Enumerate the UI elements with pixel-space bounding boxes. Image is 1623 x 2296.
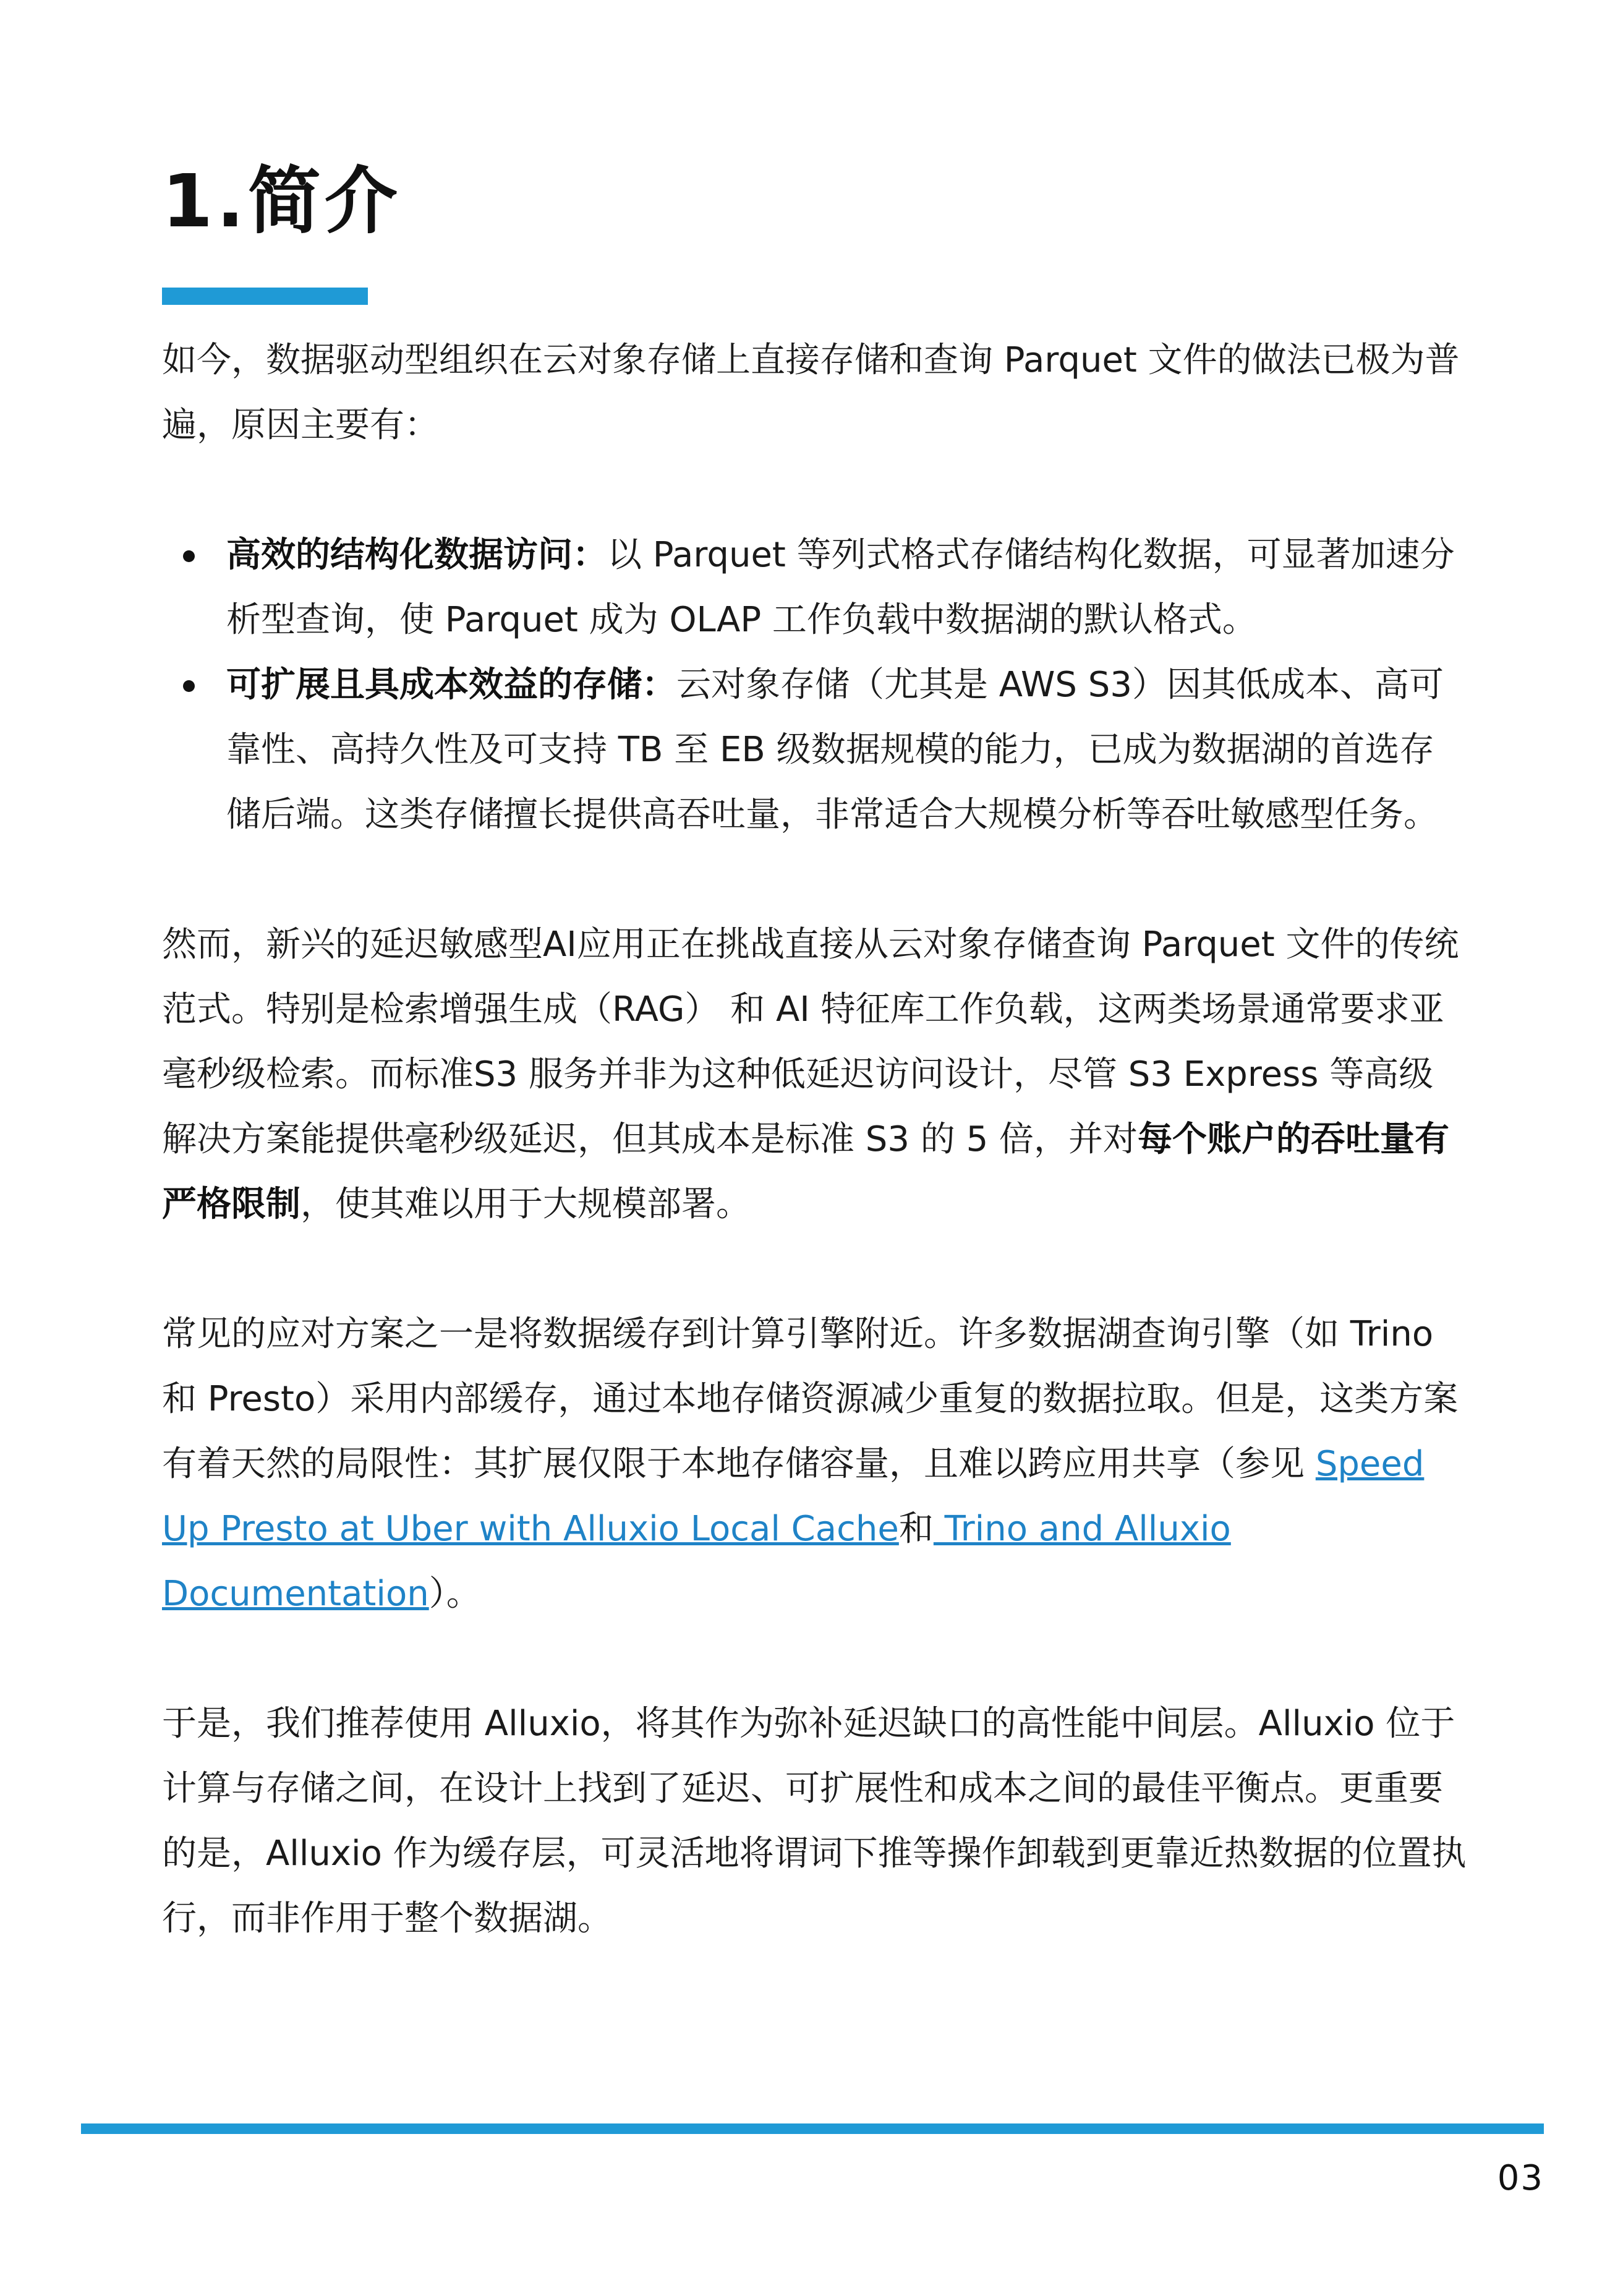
uber-presto-link[interactable]: Speed Up Presto at Uber with Alluxio Local Cache	[162, 1444, 1425, 1549]
page-number: 03	[1497, 2158, 1544, 2198]
intro-paragraph: 如今，数据驱动型组织在云对象存储上直接存储和查询 Parquet 文件的做法已极为普遍，原因主要有：	[162, 340, 1460, 445]
bullet-text: 以 Parquet 等列式格式存储结构化数据，可显著加速分析型查询，使 Parquet 成为 OLAP 工作负载中数据湖的默认格式。	[226, 535, 1455, 640]
reasons-list	[162, 523, 1467, 847]
bullet-text: 云对象存储（尤其是 AWS S3）因其低成本、高可靠性、高持久性及可支持 TB 至 EB 级数据规模的能力，已成为数据湖的首选存储后端。这类存储擅长提供高吞吐量，非常适合大规模分析等吞吐敏感型任务。	[226, 665, 1444, 835]
alluxio-paragraph: 于是，我们推荐使用 Alluxio，将其作为弥补延迟缺口的高性能中间层。Alluxio 位于计算与存储之间，在设计上找到了延迟、可扩展性和成本之间的最佳平衡点。更重要的是，Alluxio 作为缓存层，可灵活地将谓词下推等操作卸载到更靠近热数据的位置执行，而非作用于整个数据湖。	[162, 1704, 1467, 1939]
list-item	[162, 652, 1467, 847]
paragraph-tail: ，使其难以用于大规模部署。	[300, 1184, 751, 1224]
link-separator: 和	[898, 1509, 934, 1549]
emphasis-text: 每个账户的吞吐量有严格限制	[162, 1119, 1450, 1224]
section-title: 1.简介	[162, 158, 401, 244]
bullet-dot-icon	[183, 680, 195, 692]
latency-paragraph	[162, 912, 1467, 1237]
paragraph-text: 然而，新兴的延迟敏感型AI应用正在挑战直接从云对象存储查询 Parquet 文件的传统范式。特别是检索增强生成（RAG） 和 AI 特征库工作负载，这两类场景通常要求亚毫秒级检索。而标准S3 服务并非为这种低延迟访问设计，尽管 S3 Express 等高级解决方案能提供毫秒级延迟，但其成本是标准 S3 的 5 倍，并对	[162, 924, 1459, 1159]
bullet-dot-icon	[183, 550, 195, 562]
footer-accent-bar	[81, 2123, 1544, 2134]
section-body	[162, 328, 1467, 1951]
bullet-heading: 高效的结构化数据访问：	[226, 535, 607, 575]
bullet-heading: 可扩展且具成本效益的存储：	[226, 665, 676, 705]
title-accent-bar	[162, 288, 368, 305]
paragraph-tail: ）。	[428, 1574, 481, 1614]
list-item	[162, 523, 1467, 652]
trino-alluxio-docs-link[interactable]: Trino and Alluxio Documentation	[162, 1509, 1231, 1614]
caching-paragraph	[162, 1302, 1467, 1626]
paragraph-text: 常见的应对方案之一是将数据缓存到计算引擎附近。许多数据湖查询引擎（如 Trino 和 Presto）采用内部缓存，通过本地存储资源减少重复的数据拉取。但是，这类方案有着天然的局限性：其扩展仅限于本地存储容量，且难以跨应用共享（参见	[162, 1314, 1459, 1484]
